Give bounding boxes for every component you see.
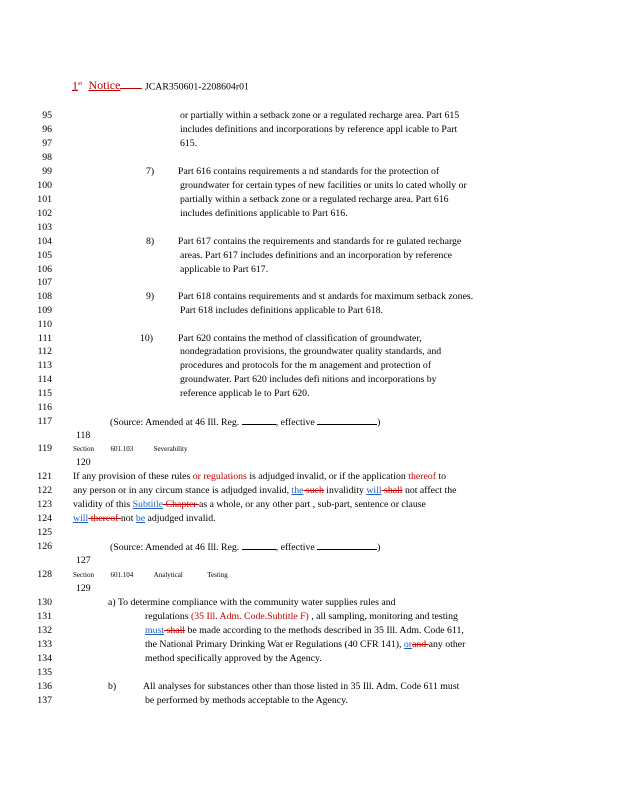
notice-number: 1 [72, 78, 78, 93]
source-note [110, 416, 380, 429]
inserted-text: or [403, 639, 413, 650]
text-line: Part 617 contains the requirements and standards for re gulated recharge [178, 236, 462, 247]
line-number: 126 [37, 541, 52, 552]
text-line: will thereof not be adjudged invalid. [73, 513, 216, 524]
line-number: 134 [37, 653, 52, 664]
line-number: 104 [37, 236, 52, 247]
text-line: Part 618 includes definitions applicable to Part 618. [180, 305, 383, 316]
section-label: Section [73, 571, 94, 579]
line-number: 124 [37, 513, 52, 524]
text-line: nondegradation provisions, the groundwater quality standards, and [180, 346, 442, 357]
text-line: includes definitions applicable to Part 616. [180, 208, 348, 219]
deleted-text: such [303, 485, 324, 496]
line-number: 115 [37, 388, 52, 399]
source-effective: , effective [275, 542, 315, 553]
line-number: 102 [37, 208, 52, 219]
deleted-text: and [412, 639, 429, 650]
deleted-text: thereof [88, 513, 121, 524]
line-number: 119 [37, 443, 52, 454]
text-line: the National Primary Drinking Wat er Regulations (40 CFR 141), orand any other [145, 639, 466, 650]
line-number: 128 [37, 569, 52, 580]
text-line: Part 620 contains the method of classification of groundwater, [178, 333, 422, 344]
line-number: 116 [37, 402, 52, 413]
line-number: 96 [42, 124, 52, 135]
source-text: (Source: Amended at 46 Ill. Reg. [110, 542, 240, 553]
line-number: 112 [37, 346, 52, 357]
inserted-text: (35 Ill. Adm. Code.Subtitle F) [190, 611, 309, 622]
line-number: 121 [37, 471, 52, 482]
inserted-text: will [73, 513, 89, 524]
notice-label: Notice [88, 78, 121, 93]
inserted-text: Subtitle [132, 499, 164, 510]
line-number: 135 [37, 667, 52, 678]
text-line: procedures and protocols for the m anagement and protection of [180, 360, 432, 371]
text-line: groundwater for certain types of new facilities or units lo cated wholly or [180, 180, 467, 191]
notice-suffix: st [78, 81, 83, 87]
deleted-text: Chapter [163, 499, 200, 510]
text-line: 615. [180, 138, 198, 149]
blank-reg-number [242, 541, 276, 550]
deleted-text: shall [381, 485, 403, 496]
inserted-text: or regulations [192, 471, 247, 482]
section-title: Severability [153, 445, 188, 453]
text-line: regulations (35 Ill. Adm. Code.Subtitle F) , all sampling, monitoring and testing [145, 611, 458, 622]
notice-header [72, 78, 249, 93]
section-heading-601-103 [73, 443, 187, 455]
doc-id: JCAR350601-2208604r01 [144, 81, 249, 93]
text-line: includes definitions and incorporations by reference appl icable to Part [180, 124, 458, 135]
text-line: If any provision of these rules or regulations is adjudged invalid, or if the application thereof to [73, 471, 447, 482]
blank-reg-number [242, 416, 276, 425]
text-line: All analyses for substances other than those listed in 35 Ill. Adm. Code 611 must [143, 681, 460, 692]
text-line: groundwater. Part 620 includes defi nitions and incorporations by [180, 374, 437, 385]
line-number: 113 [37, 360, 52, 371]
line-number: 109 [37, 305, 52, 316]
line-number: 107 [37, 277, 52, 288]
line-number: 95 [42, 110, 52, 121]
text-line: or partially within a setback zone or a regulated recharge area. Part 615 [180, 110, 460, 121]
section-heading-601-104 [73, 569, 228, 581]
inserted-text: will [366, 485, 382, 496]
source-close: ) [377, 542, 381, 553]
source-effective: , effective [275, 417, 315, 428]
text-line: reference applicab le to Part 620. [180, 388, 310, 399]
item-number: 9) [146, 291, 155, 302]
line-number: 103 [37, 222, 52, 233]
inserted-text: be [135, 513, 146, 524]
line-number: 120 [76, 457, 91, 468]
text-line: areas. Part 617 includes definitions and an incorporation by reference [180, 250, 453, 261]
item-number: 7) [146, 166, 155, 177]
section-label: Section [73, 445, 94, 453]
text-line: Part 616 contains requirements a nd standards for the protection of [178, 166, 440, 177]
line-number: 122 [37, 485, 52, 496]
text-line: validity of this Subtitle Chapter as a whole, or any other part , sub-part, sentence or clause [73, 499, 426, 510]
line-number: 114 [37, 374, 52, 385]
line-number: 132 [37, 625, 52, 636]
source-close: ) [377, 417, 381, 428]
item-number: b) [108, 681, 117, 692]
source-note [110, 541, 380, 554]
line-number: 130 [37, 597, 52, 608]
line-number: 111 [38, 333, 52, 344]
deleted-text: shall [164, 625, 186, 636]
blank-effective-date [317, 541, 377, 550]
line-number: 131 [37, 611, 52, 622]
item-number: 8) [146, 236, 155, 247]
line-number: 117 [37, 416, 52, 427]
section-title-2: Testing [207, 571, 228, 579]
section-number: 601.104 [110, 571, 134, 579]
line-number: 123 [37, 499, 52, 510]
line-number: 110 [37, 319, 52, 330]
item-number: 10) [140, 333, 154, 344]
line-number: 137 [37, 695, 52, 706]
line-number: 97 [42, 138, 52, 149]
line-number: 99 [42, 166, 52, 177]
text-line: method specifically approved by the Agency. [145, 653, 322, 664]
line-number: 118 [76, 430, 91, 441]
blank-effective-date [317, 416, 377, 425]
line-number: 108 [37, 291, 52, 302]
line-number: 101 [37, 194, 52, 205]
inserted-text: thereof [408, 471, 436, 482]
inserted-text: must [145, 625, 165, 636]
text-line: Part 618 contains requirements and st andards for maximum setback zones. [178, 291, 474, 302]
line-number: 127 [76, 555, 91, 566]
section-title: Analytical [153, 571, 183, 579]
section-number: 601.103 [110, 445, 134, 453]
line-number: 98 [42, 152, 52, 163]
line-number: 129 [76, 583, 91, 594]
text-line: any person or in any circum stance is adjudged invalid, the such invalidity will shall not affect the [73, 485, 457, 496]
line-number: 125 [37, 527, 52, 538]
text-line: a) To determine compliance with the community water supplies rules and [108, 597, 396, 608]
line-number: 136 [37, 681, 52, 692]
text-line: partially within a setback zone or a regulated recharge area. Part 616 [180, 194, 449, 205]
inserted-text: the [291, 485, 304, 496]
text-line: must shall be made according to the methods described in 35 Ill. Adm. Code 611, [145, 625, 464, 636]
line-number: 133 [37, 639, 52, 650]
line-number: 105 [37, 250, 52, 261]
line-number: 100 [37, 180, 52, 191]
text-line: be performed by methods acceptable to the Agency. [145, 695, 348, 706]
line-number: 106 [37, 264, 52, 275]
source-text: (Source: Amended at 46 Ill. Reg. [110, 417, 240, 428]
text-line: applicable to Part 617. [180, 264, 269, 275]
